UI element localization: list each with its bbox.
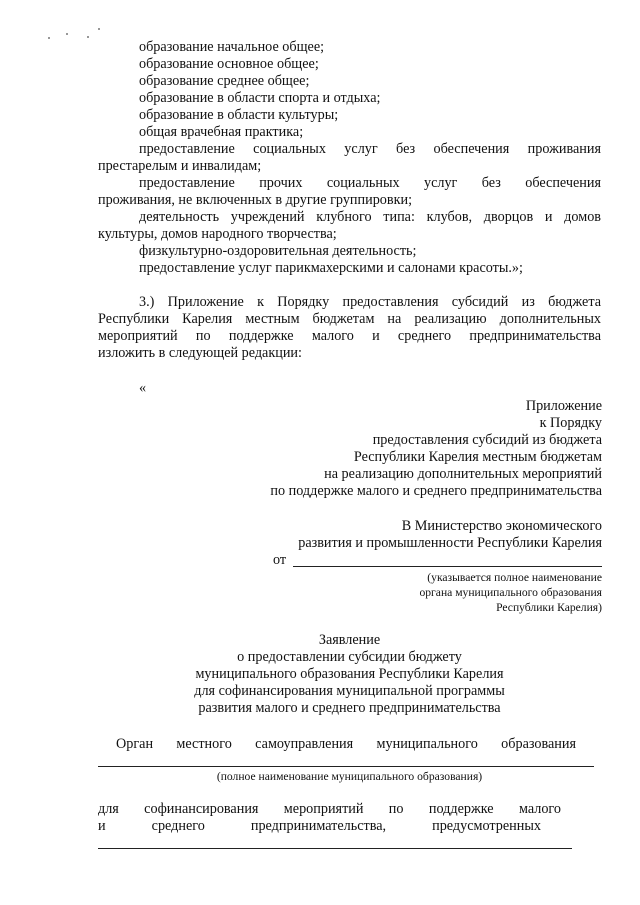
organ-hint: (полное наименование муниципального образования): [216, 770, 483, 783]
paragraph-3-line: 3.) Приложение к Порядку предоставления субсидий из бюджета: [139, 294, 601, 310]
appendix-header-line: на реализацию дополнительных мероприятий: [324, 466, 602, 482]
addressee-line: развития и промышленности Республики Карелия: [298, 535, 602, 551]
cofinancing-line: и среднего предпринимательства, предусмотренных: [98, 818, 541, 834]
from-hint-line: органа муниципального образования: [419, 586, 602, 599]
addressee-line: В Министерство экономического: [401, 518, 602, 534]
paragraph-3-line: мероприятий по поддержке малого и среднего предпринимательства: [98, 328, 601, 344]
appendix-header-line: по поддержке малого и среднего предпринимательства: [270, 483, 602, 499]
list-item: образование основное общее;: [139, 56, 319, 72]
appendix-header-line: предоставления субсидий из бюджета: [372, 432, 602, 448]
list-item: образование в области культуры;: [139, 107, 339, 123]
scan-speck: [48, 37, 50, 39]
from-blank-line: [293, 566, 602, 567]
paragraph-3-line: Республики Карелия местным бюджетам на реализацию дополнительных: [98, 311, 601, 327]
document-title-line: о предоставлении субсидии бюджету: [237, 649, 462, 665]
document-title-line: муниципального образования Республики Карелия: [195, 666, 504, 682]
appendix-header-line: Приложение: [525, 398, 602, 414]
list-item-continuation: престарелым и инвалидам;: [98, 158, 262, 174]
list-item: физкультурно-оздоровительная деятельность;: [139, 243, 417, 259]
organ-blank-line: [98, 766, 594, 767]
document-title-line: для софинансирования муниципальной программы: [194, 683, 505, 699]
cofinancing-line: для софинансирования мероприятий по поддержке малого: [98, 801, 561, 817]
from-hint-line: (указывается полное наименование: [427, 571, 602, 584]
organ-line: Орган местного самоуправления муниципального образования: [116, 736, 576, 752]
list-item: общая врачебная практика;: [139, 124, 304, 140]
from-label: от: [273, 552, 287, 568]
opening-quote: «: [139, 380, 147, 396]
document-title: Заявление: [318, 632, 381, 648]
list-item: предоставление услуг парикмахерскими и салонами красоты.»;: [139, 260, 523, 276]
document-title-line: развития малого и среднего предпринимательства: [198, 700, 501, 716]
list-item: предоставление прочих социальных услуг без обеспечения: [139, 175, 601, 191]
list-item: предоставление социальных услуг без обеспечения проживания: [139, 141, 601, 157]
list-item: образование начальное общее;: [139, 39, 325, 55]
appendix-header-line: к Порядку: [539, 415, 602, 431]
from-hint-line: Республики Карелия): [496, 601, 602, 614]
paragraph-3-line: изложить в следующей редакции:: [98, 345, 302, 361]
scan-speck: [66, 33, 68, 35]
list-item-continuation: проживания, не включенных в другие группировки;: [98, 192, 413, 208]
scan-speck: [87, 36, 89, 38]
list-item: деятельность учреждений клубного типа: клубов, дворцов и домов: [139, 209, 601, 225]
scan-speck: [98, 28, 100, 30]
list-item: образование в области спорта и отдыха;: [139, 90, 381, 106]
list-item-continuation: культуры, домов народного творчества;: [98, 226, 337, 242]
list-item: образование среднее общее;: [139, 73, 310, 89]
appendix-header-line: Республики Карелия местным бюджетам: [353, 449, 602, 465]
program-blank-line: [98, 848, 572, 849]
